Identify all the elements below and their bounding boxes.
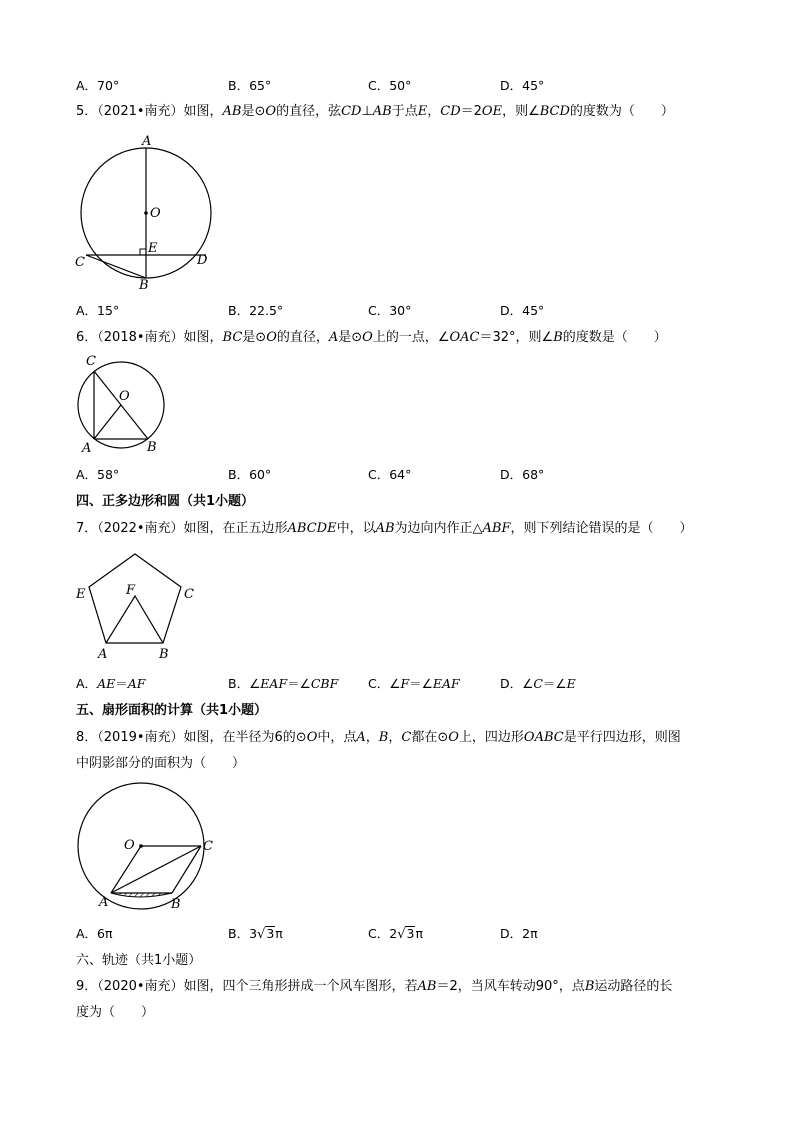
section-heading-4: 四、正多边形和圆（共1小题） xyxy=(76,494,255,509)
q6-figure xyxy=(76,350,186,460)
q5-label-o: O xyxy=(150,206,161,221)
q8-question-line-2: 中阴影部分的面积为（ ） xyxy=(76,756,246,771)
q5-option-c: C．30° xyxy=(368,303,412,318)
q6-label-o: O xyxy=(119,389,130,404)
q5-option-d: D．45° xyxy=(500,303,545,318)
q8-option-b: B．3√3π xyxy=(228,926,283,942)
q5-label-c: C xyxy=(75,255,85,270)
q4-option-d: D．45° xyxy=(500,78,545,93)
q4-option-a: A．70° xyxy=(76,78,120,93)
q6-option-b: B．60° xyxy=(228,467,272,482)
q7-figure xyxy=(76,548,216,668)
q7-label-a: A xyxy=(98,647,108,662)
q7-option-c: C．∠F＝∠EAF xyxy=(368,676,460,691)
q5-figure xyxy=(75,130,236,293)
q5-label-b: B xyxy=(139,278,149,293)
q8-question-line-1: 8．（2019•南充）如图，在半径为6的⊙O中，点A，B，C都在⊙O上，四边形OABC是平行四边形，则图 xyxy=(76,730,681,745)
section-heading-6: 六、轨迹（共1小题） xyxy=(76,953,202,968)
q7-question: 7．（2022•南充）如图，在正五边形ABCDE中，以AB为边向内作正△ABF，则下列结论错误的是（ ） xyxy=(76,521,693,536)
q5-option-a: A．15° xyxy=(76,303,120,318)
q7-option-a: A．AE＝AF xyxy=(76,676,146,691)
q4-option-b: B．65° xyxy=(228,78,272,93)
q8-option-a: A．6π xyxy=(76,926,113,941)
q6-question: 6．（2018•南充）如图，BC是⊙O的直径，A是⊙O上的一点，∠OAC＝32°，则∠B的度数是（ ） xyxy=(76,330,667,345)
q5-label-a: A xyxy=(142,134,152,149)
q6-label-c: C xyxy=(86,354,96,369)
q4-option-c: C．50° xyxy=(368,78,412,93)
q7-label-e: E xyxy=(76,587,86,602)
q8-option-d: D．2π xyxy=(500,926,538,941)
q5-label-e: E xyxy=(148,241,158,256)
q7-label-f: F xyxy=(126,583,136,598)
q7-option-d: D．∠C＝∠E xyxy=(500,676,576,691)
q6-option-c: C．64° xyxy=(368,467,412,482)
q5-option-b: B．22.5° xyxy=(228,303,284,318)
section-heading-5: 五、扇形面积的计算（共1小题） xyxy=(76,703,268,718)
q6-option-d: D．68° xyxy=(500,467,545,482)
q8-option-c: C．2√3π xyxy=(368,926,423,942)
q7-option-b: B．∠EAF＝∠CBF xyxy=(228,676,339,691)
q9-question-line-2: 度为（ ） xyxy=(76,1005,155,1020)
q7-label-c: C xyxy=(184,587,194,602)
q8-label-a: A xyxy=(99,895,109,910)
q6-label-a: A xyxy=(82,441,92,456)
q6-option-a: A．58° xyxy=(76,467,120,482)
q8-label-c: C xyxy=(203,839,213,854)
q5-question: 5．（2021•南充）如图，AB是⊙O的直径，弦CD⊥AB于点E，CD＝2OE，则∠BCD的度数为（ ） xyxy=(76,104,674,119)
q5-label-d: D xyxy=(197,253,208,268)
q8-label-o: O xyxy=(124,838,135,853)
q6-label-b: B xyxy=(147,440,157,455)
q8-label-b: B xyxy=(171,897,181,912)
q9-question-line-1: 9．（2020•南充）如图，四个三角形拼成一个风车图形，若AB＝2，当风车转动90°，点B运动路径的长 xyxy=(76,979,673,994)
q8-figure xyxy=(76,768,236,918)
q7-label-b: B xyxy=(159,647,169,662)
